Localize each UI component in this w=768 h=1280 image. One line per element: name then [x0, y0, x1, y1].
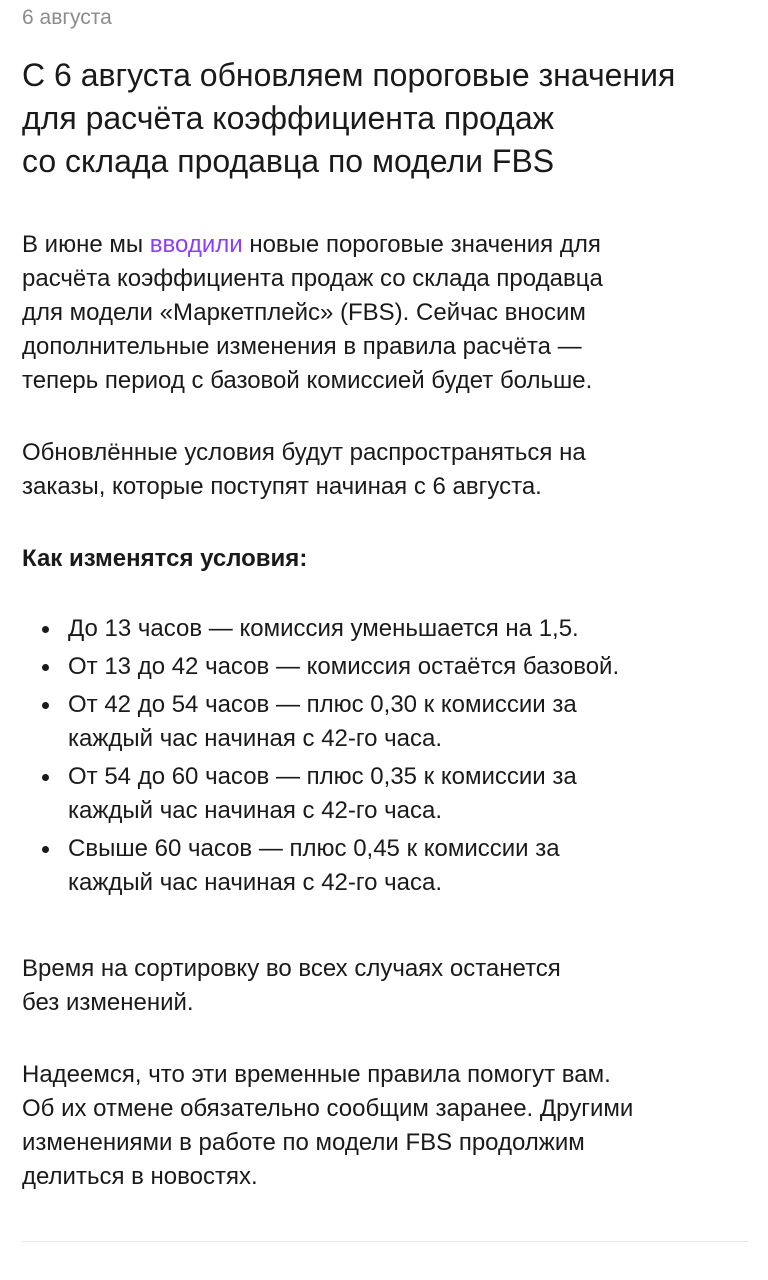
june-announcement-link[interactable]: вводили: [149, 231, 243, 258]
sorting-line: Время на сортировку во всех случаях останется: [22, 955, 561, 982]
bullet-icon: [42, 626, 49, 633]
list-item: [22, 760, 752, 828]
conditions-list: [22, 612, 752, 904]
closing-line: Надеемся, что эти временные правила помогут вам.: [22, 1061, 611, 1088]
list-item-text: От 13 до 42 часов — комиссия остаётся базовой.: [68, 653, 620, 680]
intro-line: для модели «Маркетплейс» (FBS). Сейчас вносим: [22, 299, 586, 326]
list-item-text: каждый час начиная с 42-го часа.: [68, 797, 442, 824]
closing-paragraph: [22, 1058, 752, 1194]
intro-line: расчёта коэффициента продаж со склада продавца: [22, 265, 603, 292]
list-item-text: От 42 до 54 часов — плюс 0,30 к комиссии за: [68, 691, 577, 718]
intro-text: новые пороговые значения для: [242, 231, 601, 258]
conditions-heading: Как изменятся условия:: [22, 545, 308, 572]
intro-line: дополнительные изменения в правила расчёта —: [22, 333, 582, 360]
list-item: [22, 832, 752, 900]
closing-line: изменениями в работе по модели FBS продолжим: [22, 1129, 585, 1156]
scope-line: заказы, которые поступят начиная с 6 августа.: [22, 473, 542, 500]
title-line: со склада продавца по модели FBS: [22, 143, 555, 179]
sorting-line: без изменений.: [22, 989, 194, 1016]
intro-text: В июне мы: [22, 231, 150, 258]
article-title: [22, 54, 752, 183]
closing-line: Об их отмене обязательно сообщим заранее. Другими: [22, 1095, 634, 1122]
title-line: для расчёта коэффициента продаж: [22, 100, 555, 136]
article-date: 6 августа: [22, 6, 112, 29]
scope-paragraph: [22, 436, 752, 504]
list-item-text: От 54 до 60 часов — плюс 0,35 к комиссии за: [68, 763, 577, 790]
title-line: С 6 августа обновляем пороговые значения: [22, 57, 676, 93]
list-item-text: каждый час начиная с 42-го часа.: [68, 869, 442, 896]
bullet-icon: [42, 702, 49, 709]
scope-line: Обновлённые условия будут распространяться на: [22, 439, 586, 466]
bullet-icon: [42, 664, 49, 671]
bullet-icon: [42, 846, 49, 853]
intro-paragraph: [22, 228, 752, 398]
sorting-paragraph: [22, 952, 752, 1020]
list-item: [22, 612, 752, 646]
list-item-text: каждый час начиная с 42-го часа.: [68, 725, 442, 752]
list-item: [22, 688, 752, 756]
intro-first-line: [22, 228, 752, 262]
bottom-divider: [22, 1241, 748, 1242]
list-item-text: До 13 часов — комиссия уменьшается на 1,5.: [68, 615, 579, 642]
closing-line: делиться в новостях.: [22, 1163, 258, 1190]
bullet-icon: [42, 774, 49, 781]
list-item-text: Свыше 60 часов — плюс 0,45 к комиссии за: [68, 835, 560, 862]
list-item: [22, 650, 752, 684]
intro-line: теперь период с базовой комиссией будет больше.: [22, 367, 593, 394]
